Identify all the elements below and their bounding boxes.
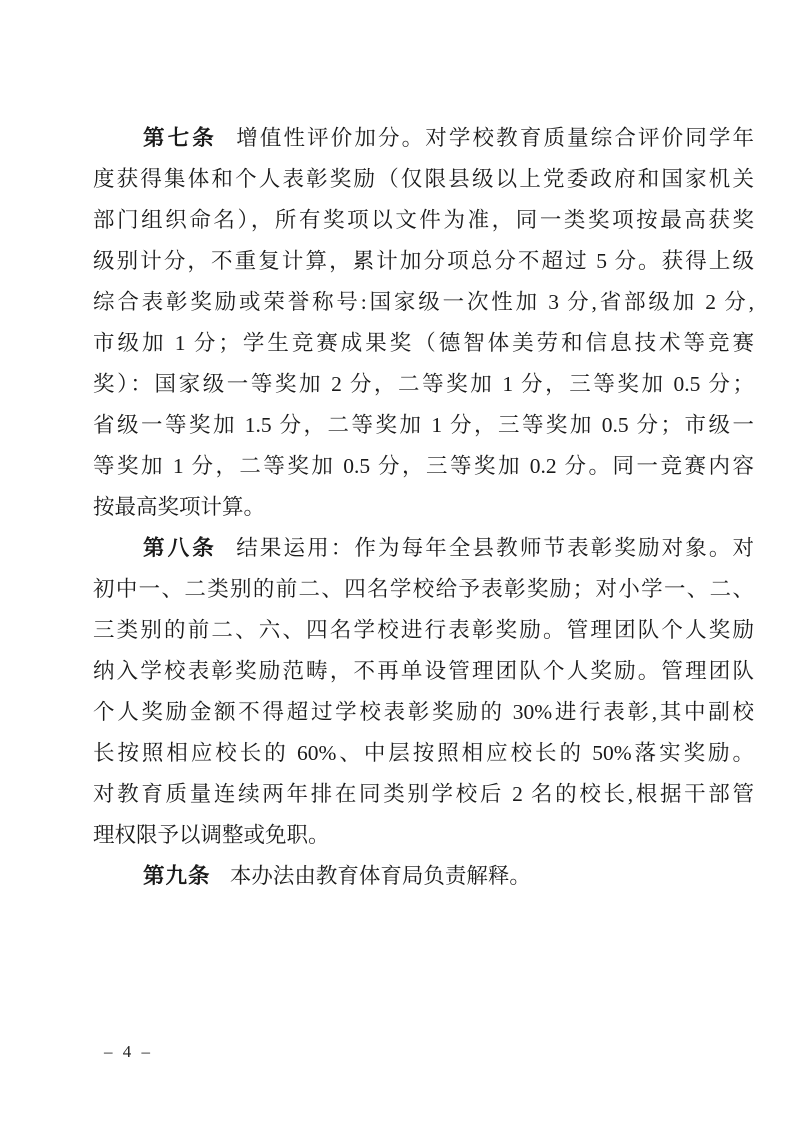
text-line (93, 569, 754, 610)
line-text: 本办法由教育体育局负责解释。 (229, 864, 531, 888)
line-text: 纳入学校表彰奖励范畴，不再单设管理团队个人奖励。管理团队 (93, 659, 754, 683)
text-line (93, 610, 754, 651)
text-line (93, 200, 754, 241)
line-text: 增值性评价加分。对学校教育质量综合评价同学年 (236, 126, 754, 150)
text-line (93, 774, 754, 815)
text-line (93, 446, 754, 487)
text-line (93, 815, 754, 856)
text-line (93, 733, 754, 774)
line-text: 度获得集体和个人表彰奖励（仅限县级以上党委政府和国家机关 (93, 167, 754, 191)
article-line (93, 856, 754, 897)
line-text: 三类别的前二、六、四名学校进行表彰奖励。管理团队个人奖励 (93, 618, 754, 642)
text-line (93, 364, 754, 405)
line-text: 初中一、二类别的前二、四名学校给予表彰奖励；对小学一、二、 (93, 577, 754, 601)
line-text: 个人奖励金额不得超过学校表彰奖励的 30%进行表彰,其中副校 (93, 700, 754, 724)
line-text: 部门组织命名），所有奖项以文件为准，同一类奖项按最高获奖 (93, 208, 754, 232)
line-text: 级别计分，不重复计算，累计加分项总分不超过 5 分。获得上级 (93, 249, 754, 273)
article-heading: 第九条 (143, 864, 211, 888)
text-line (93, 487, 754, 528)
line-text: 对教育质量连续两年排在同类别学校后 2 名的校长,根据干部管 (93, 782, 754, 806)
line-text: 奖）：国家级一等奖加 2 分，二等奖加 1 分，三等奖加 0.5 分； (93, 372, 754, 396)
article-heading: 第八条 (143, 536, 217, 560)
text-line (93, 282, 754, 323)
line-text: 长按照相应校长的 60%、中层按照相应校长的 50%落实奖励。 (93, 741, 754, 765)
line-text: 理权限予以调整或免职。 (93, 823, 330, 847)
article-line (93, 118, 754, 159)
text-line (93, 323, 754, 364)
text-line (93, 159, 754, 200)
article-line (93, 528, 754, 569)
text-line (93, 241, 754, 282)
page-number: – 4 – (104, 1042, 153, 1061)
text-line (93, 651, 754, 692)
text-line (93, 405, 754, 446)
line-text: 按最高奖项计算。 (93, 495, 266, 519)
article-heading: 第七条 (143, 126, 217, 150)
text-line (93, 692, 754, 733)
line-text: 结果运用：作为每年全县教师节表彰奖励对象。对 (236, 536, 754, 560)
line-text: 综合表彰奖励或荣誉称号:国家级一次性加 3 分,省部级加 2 分, (93, 290, 754, 314)
line-text: 等奖加 1 分，二等奖加 0.5 分，三等奖加 0.2 分。同一竞赛内容 (93, 454, 754, 478)
line-text: 省级一等奖加 1.5 分，二等奖加 1 分，三等奖加 0.5 分；市级一 (93, 413, 754, 437)
document-body (93, 118, 754, 897)
line-text: 市级加 1 分；学生竞赛成果奖（德智体美劳和信息技术等竞赛 (93, 331, 754, 355)
